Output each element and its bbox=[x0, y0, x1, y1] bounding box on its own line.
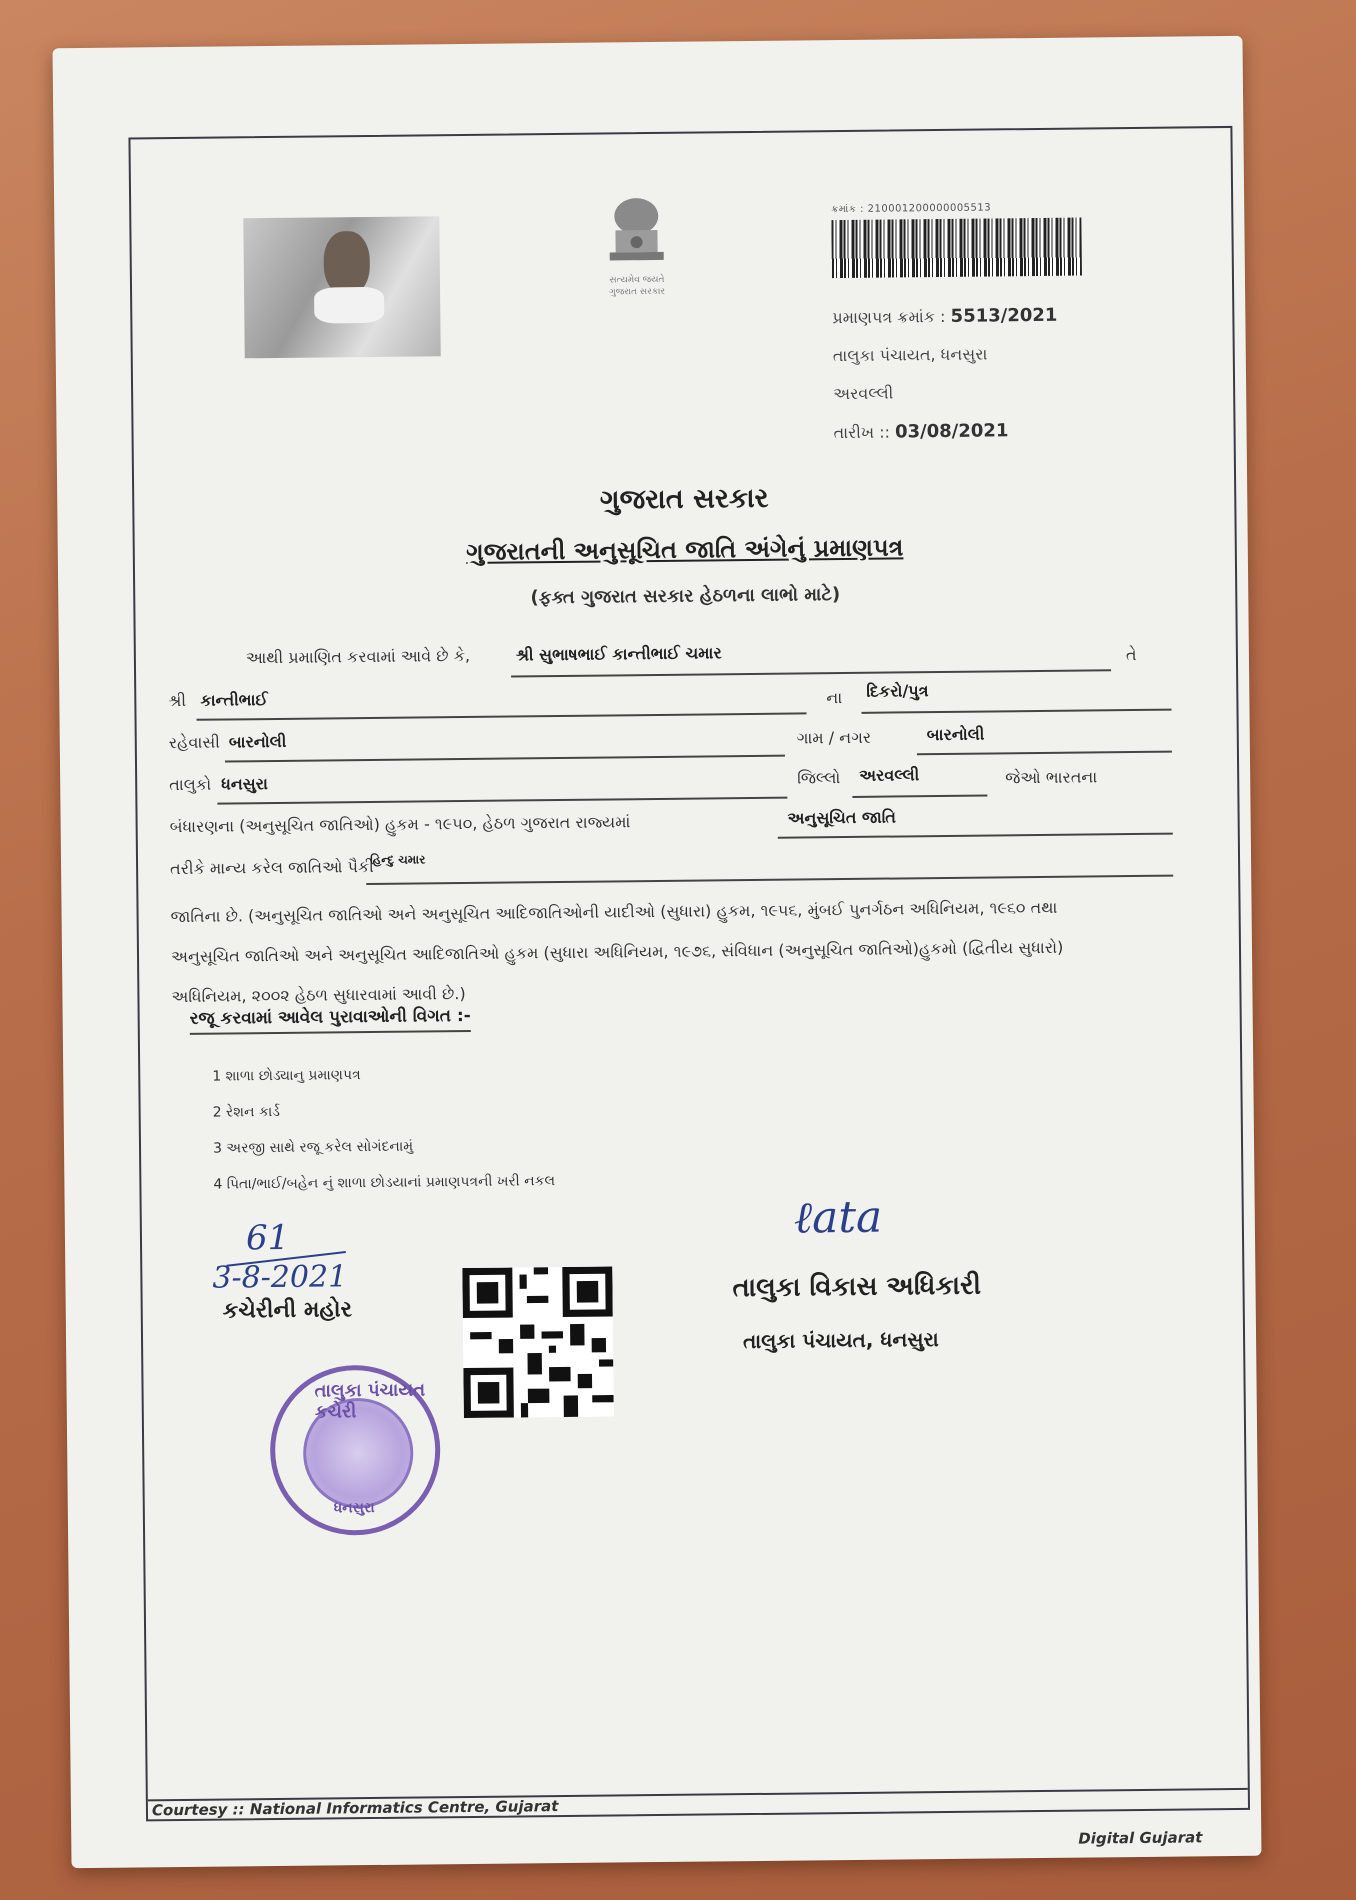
officer-office: તાલુકા પંચાયત, ધનસુરા bbox=[742, 1327, 939, 1354]
evidence-item-3: 3 અરજી સાથે રજૂ કરેલ સોગંદનામું bbox=[212, 1138, 414, 1157]
who-label: જેઓ ભારતના bbox=[1005, 767, 1098, 788]
dispatch-number: 61 bbox=[245, 1217, 290, 1259]
resident-label: રહેવાસી bbox=[168, 732, 220, 753]
taluka-label: તાલુકો bbox=[169, 774, 212, 795]
evidence-item-2: 2 રેશન કાર્ડ bbox=[212, 1103, 281, 1121]
certificate-number-line bbox=[832, 305, 1057, 328]
certificate-number-label: પ્રમાણપત્ર ક્રમાંક : bbox=[832, 306, 946, 328]
officer-signature: ℓata bbox=[793, 1191, 883, 1244]
recognized-text: તરીકે માન્ય કરેલ જાતિઓ પૈકી bbox=[170, 856, 374, 879]
constitution-text: બંધારણના (અનુસૂચિત જાતિઓ) હુકમ - ૧૯૫૦, હેઠળ ગુજરાત રાજ્યમાં bbox=[169, 812, 631, 837]
issue-date: 03/08/2021 bbox=[894, 420, 1009, 443]
emblem-caption-1: સત્યમેવ જયતે bbox=[609, 274, 665, 286]
certify-text: આથી પ્રમાણિત કરવામાં આવે છે કે, bbox=[245, 645, 471, 668]
certificate-number: 5513/2021 bbox=[950, 304, 1058, 327]
evidence-heading: રજૂ કરવામાં આવેલ પુરાવાઓની વિગત :- bbox=[190, 1006, 471, 1035]
qr-code-icon bbox=[462, 1266, 614, 1418]
officer-title: તાલુકા વિકાસ અધિકારી bbox=[732, 1270, 982, 1304]
dispatch-date: 3-8-2021 bbox=[212, 1259, 348, 1296]
digital-gujarat: Digital Gujarat bbox=[1078, 1828, 1203, 1848]
date-label: તારીખ :: bbox=[833, 422, 891, 443]
office-seal-label: કચેરીની મહોર bbox=[222, 1297, 353, 1324]
seal-bottom-text: ધનસુરા bbox=[333, 1499, 375, 1517]
office-line-2: અરવલ્લી bbox=[833, 383, 894, 404]
government-heading: ગુજરાત સરકાર bbox=[599, 482, 769, 516]
legal-para-1: જાતિના છે. (અનુસૂચિત જાતિઓ અને અનુસૂચિત આદિજાતિઓની યાદીઓ (સુધારા) હુકમ, ૧૯૫૬, મુંબઈ પુનર્ગઠન અધિનિયમ, ૧૯૬૦ તથા bbox=[170, 897, 1058, 927]
district: અરવલ્લી bbox=[859, 765, 920, 785]
father-name: કાન્તીભાઈ bbox=[200, 690, 268, 710]
applicant-name: શ્રી સુભાષભાઈ કાન્તીભાઈ ચમાર bbox=[515, 643, 722, 665]
certificate-sheet bbox=[53, 36, 1262, 1868]
taluka: ધનસુરા bbox=[221, 774, 269, 794]
emblem-caption-2: ગુજરાત સરકાર bbox=[609, 286, 666, 298]
certificate-subtitle: (ફક્ત ગુજરાત સરકાર હેઠળના લાભો માટે) bbox=[530, 584, 841, 609]
legal-para-3: અધિનિયમ, ૨૦૦૨ હેઠળ સુધારવામાં આવી છે.) bbox=[171, 984, 466, 1007]
certificate-frame bbox=[128, 126, 1250, 1848]
applicant-photo bbox=[243, 216, 440, 358]
barcode bbox=[831, 218, 1082, 279]
caste: હિન્દુ ચમાર bbox=[369, 852, 426, 867]
dispatch-note bbox=[212, 1217, 348, 1295]
na-text: ના bbox=[826, 688, 843, 708]
seal-top-text: તાલુકા પંચાયત કચેરી bbox=[314, 1379, 426, 1423]
district-label: જિલ્લો bbox=[797, 768, 841, 788]
category: અનુસૂચિત જાતિ bbox=[787, 807, 897, 828]
te-text: તે bbox=[1125, 644, 1137, 665]
state-emblem bbox=[581, 194, 692, 299]
courtesy-note: Courtesy :: National Informatics Centre, Gujarat bbox=[151, 1797, 559, 1820]
certificate-title: ગુજરાતની અનુસૂચિત જાતિ અંગેનું પ્રમાણપત્ર bbox=[466, 533, 904, 566]
shri-label: શ્રી bbox=[168, 690, 187, 711]
date-line bbox=[833, 420, 1008, 443]
village-label: ગામ / નગર bbox=[796, 727, 872, 748]
evidence-item-4: 4 પિતા/ભાઈ/બહેન નું શાળા છોડયાનાં પ્રમાણપત્રની ખરી નકલ bbox=[213, 1173, 556, 1193]
village: બારનોલી bbox=[926, 724, 985, 745]
office-seal bbox=[269, 1364, 441, 1536]
relation: દિકરો/પુત્ર bbox=[866, 681, 929, 701]
evidence-item-1: 1 શાળા છોડ્યાનુ પ્રમાણપત્ર bbox=[212, 1067, 361, 1085]
resident: બારનોલી bbox=[228, 731, 287, 752]
legal-para-2: અનુસૂચિત જાતિઓ અને અનુસૂચિત આદિજાતિઓ હુકમ (સુધારા અધિનિયમ, ૧૯૭૬, સંવિધાન (અનુસૂચિત જાતિઓ)હુકમો (દ્વિતીય સુધારો) bbox=[170, 937, 1064, 967]
barcode-number: ક્રમાંક : 210001200000005513 bbox=[831, 202, 992, 216]
office-line-1: તાલુકા પંચાયત, ધનસુરા bbox=[832, 344, 988, 366]
lion-emblem-icon bbox=[601, 194, 672, 275]
